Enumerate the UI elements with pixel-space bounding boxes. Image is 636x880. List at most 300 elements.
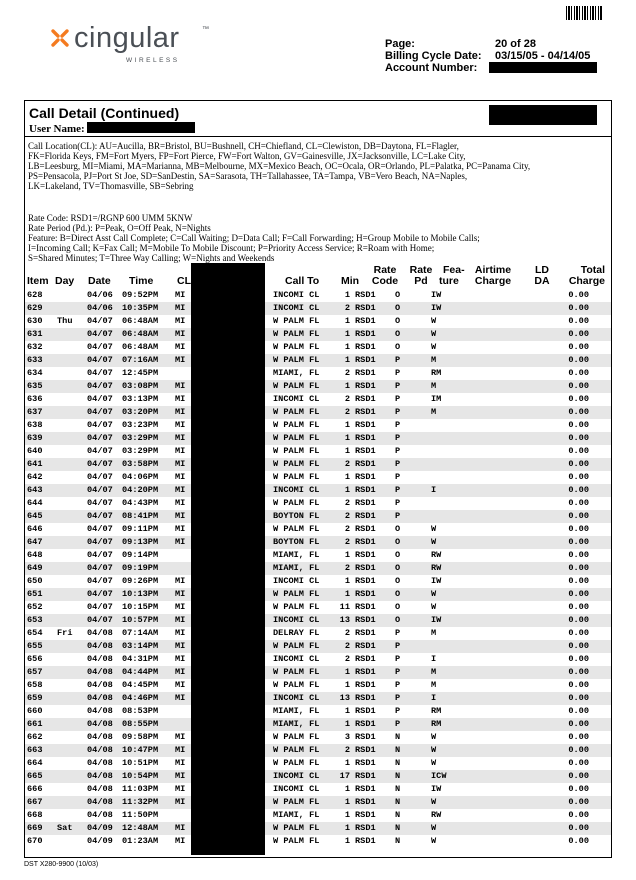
cell-date: 04/07 [87,472,113,482]
cell-time: 09:13PM [122,537,159,547]
cell-total-charge: 0.00 [568,446,589,456]
cell-total-charge: 0.00 [568,485,589,495]
cell-total-charge: 0.00 [568,368,589,378]
cell-rate-code: RSD1 [355,706,376,716]
cell-total-charge: 0.00 [568,433,589,443]
cell-rate-code: RSD1 [355,524,376,534]
cell-time: 10:51PM [122,758,159,768]
cell-min: 1 [344,667,350,677]
cell-rate-code: RSD1 [355,784,376,794]
cell-rate-code: RSD1 [355,550,376,560]
cell-rate-pd: P [395,641,401,651]
cell-time: 03:29PM [122,446,159,456]
table-row [25,328,611,341]
cell-item: 659 [27,693,43,703]
cell-rate-pd: P [395,485,401,495]
cell-cl: MI [175,498,186,508]
cell-feature: W [431,732,437,742]
cell-item: 658 [27,680,43,690]
cell-call-to: BOYTON FL [273,511,320,521]
cell-item: 632 [27,342,43,352]
cell-item: 650 [27,576,43,586]
cell-date: 04/07 [87,550,113,560]
cell-item: 665 [27,771,43,781]
cell-item: 635 [27,381,43,391]
cell-min: 2 [344,524,350,534]
cell-rate-code: RSD1 [355,797,376,807]
cell-rate-pd: P [395,719,401,729]
cell-feature: M [431,381,437,391]
cell-total-charge: 0.00 [568,316,589,326]
cell-date: 04/07 [87,485,113,495]
cell-min: 1 [344,329,350,339]
rate-legend [28,213,606,263]
cell-min: 2 [344,745,350,755]
cell-min: 1 [344,446,350,456]
cell-item: 669 [27,823,43,833]
call-detail-table [25,289,611,848]
table-row [25,536,611,549]
cell-cl: MI [175,446,186,456]
cell-call-to: W PALM FL [273,342,320,352]
cell-item: 661 [27,719,43,729]
col-ld-line2: DA [534,275,550,287]
cell-cl: MI [175,797,186,807]
cell-date: 04/07 [87,524,113,534]
cell-total-charge: 0.00 [568,394,589,404]
cell-feature: RW [431,550,442,560]
header-values [495,38,597,76]
table-row [25,497,611,510]
cell-feature: W [431,524,437,534]
cell-date: 04/07 [87,407,113,417]
cell-item: 653 [27,615,43,625]
cell-call-to: MIAMI, FL [273,563,320,573]
cell-min: 1 [344,758,350,768]
cell-call-to: INCOMI CL [273,394,320,404]
table-row [25,835,611,848]
cell-rate-pd: N [395,771,401,781]
section-title: Call Detail (Continued) [29,105,180,121]
cell-rate-pd: P [395,381,401,391]
table-row [25,614,611,627]
cell-cl: MI [175,771,186,781]
cell-rate-code: RSD1 [355,810,376,820]
table-row [25,341,611,354]
cell-rate-pd: O [395,342,401,352]
cell-feature: W [431,316,437,326]
table-row [25,653,611,666]
col-rate-pd-line1: Rate [409,264,433,276]
cell-rate-pd: N [395,823,401,833]
cell-call-to: W PALM FL [273,329,320,339]
cell-date: 04/07 [87,368,113,378]
cell-item: 644 [27,498,43,508]
cell-feature: RM [431,719,442,729]
cell-time: 03:58PM [122,459,159,469]
cell-rate-code: RSD1 [355,381,376,391]
cell-time: 03:20PM [122,407,159,417]
cell-time: 07:16AM [122,355,159,365]
cell-rate-code: RSD1 [355,407,376,417]
table-row [25,562,611,575]
cell-feature: W [431,342,437,352]
cell-rate-pd: P [395,693,401,703]
cell-total-charge: 0.00 [568,303,589,313]
cell-cl: MI [175,420,186,430]
cell-rate-code: RSD1 [355,667,376,677]
cell-call-to: W PALM FL [273,407,320,417]
cell-cl: MI [175,524,186,534]
cell-rate-pd: O [395,589,401,599]
cell-rate-pd: P [395,498,401,508]
cingular-x-icon [48,26,72,50]
cell-rate-code: RSD1 [355,394,376,404]
cell-cl: MI [175,537,186,547]
cell-min: 3 [344,732,350,742]
table-row [25,757,611,770]
cell-time: 10:57PM [122,615,159,625]
call-detail-panel [24,100,612,858]
cell-call-to: W PALM FL [273,381,320,391]
cell-item: 660 [27,706,43,716]
form-code: DST X280-9900 (10/03) [24,861,99,868]
cell-min: 1 [344,342,350,352]
cell-total-charge: 0.00 [568,407,589,417]
cell-rate-pd: P [395,654,401,664]
cell-rate-pd: O [395,615,401,625]
cell-rate-pd: O [395,576,401,586]
user-name-label: User Name: [29,123,85,135]
cell-min: 2 [344,459,350,469]
cell-cl: MI [175,303,186,313]
rate-line: Rate Period (Pd.): P=Peak, O=Off Peak, N=Nights [28,223,211,233]
cell-rate-code: RSD1 [355,602,376,612]
cell-rate-pd: P [395,628,401,638]
cell-time: 04:31PM [122,654,159,664]
cell-total-charge: 0.00 [568,693,589,703]
cell-date: 04/08 [87,654,113,664]
cell-rate-pd: P [395,706,401,716]
cell-item: 647 [27,537,43,547]
cell-rate-code: RSD1 [355,745,376,755]
cell-rate-pd: O [395,303,401,313]
cell-min: 17 [339,771,350,781]
cell-call-to: MIAMI, FL [273,719,320,729]
cell-feature: IW [431,290,442,300]
cell-cl: MI [175,472,186,482]
page-value: 20 of 28 [495,38,536,50]
cell-time: 06:48AM [122,342,159,352]
cell-cl: MI [175,680,186,690]
table-row [25,770,611,783]
cell-time: 04:06PM [122,472,159,482]
table-row [25,601,611,614]
cell-feature: IW [431,576,442,586]
cell-time: 03:14PM [122,641,159,651]
cell-rate-code: RSD1 [355,485,376,495]
brand-tagline: WIRELESS [126,57,180,64]
cell-call-to: W PALM FL [273,758,320,768]
cell-date: 04/09 [87,836,113,846]
cell-min: 1 [344,485,350,495]
cell-call-to: INCOMI CL [273,654,320,664]
cell-cl: MI [175,511,186,521]
cell-feature: M [431,680,437,690]
cell-time: 09:14PM [122,550,159,560]
cell-min: 11 [339,602,350,612]
cell-rate-code: RSD1 [355,420,376,430]
cell-rate-code: RSD1 [355,615,376,625]
cell-day: Fri [57,628,73,638]
cell-time: 04:45PM [122,680,159,690]
cell-rate-pd: P [395,433,401,443]
table-row [25,406,611,419]
cell-rate-pd: O [395,316,401,326]
cell-date: 04/07 [87,381,113,391]
cell-feature: RM [431,706,442,716]
cell-call-to: W PALM FL [273,459,320,469]
cell-rate-code: RSD1 [355,693,376,703]
table-row [25,484,611,497]
cell-item: 654 [27,628,43,638]
cell-time: 10:35PM [122,303,159,313]
cell-min: 1 [344,810,350,820]
cell-total-charge: 0.00 [568,381,589,391]
cell-min: 2 [344,563,350,573]
cell-total-charge: 0.00 [568,667,589,677]
cell-day: Thu [57,316,73,326]
cell-cl: MI [175,615,186,625]
cell-time: 11:03PM [122,784,159,794]
cell-total-charge: 0.00 [568,745,589,755]
cell-time: 03:29PM [122,433,159,443]
table-row [25,822,611,835]
table-row [25,393,611,406]
user-name-row [29,122,195,135]
number-called-redaction [191,263,265,855]
cell-feature: IM [431,394,442,404]
cell-rate-pd: P [395,472,401,482]
cell-total-charge: 0.00 [568,420,589,430]
cell-feature: ICW [431,771,447,781]
cell-min: 13 [339,615,350,625]
cell-time: 03:13PM [122,394,159,404]
cell-rate-pd: P [395,394,401,404]
cell-rate-code: RSD1 [355,732,376,742]
cell-feature: W [431,758,437,768]
cell-rate-code: RSD1 [355,498,376,508]
cell-cl: MI [175,784,186,794]
cell-rate-code: RSD1 [355,771,376,781]
col-total-line2: Charge [568,275,605,287]
cell-min: 2 [344,394,350,404]
cell-date: 04/08 [87,667,113,677]
cell-call-to: INCOMI CL [273,303,320,313]
cell-call-to: W PALM FL [273,498,320,508]
cell-rate-code: RSD1 [355,654,376,664]
cell-rate-pd: N [395,836,401,846]
cell-feature: W [431,537,437,547]
cell-rate-pd: P [395,459,401,469]
cell-date: 04/07 [87,446,113,456]
cell-min: 2 [344,628,350,638]
cell-call-to: W PALM FL [273,667,320,677]
cell-total-charge: 0.00 [568,654,589,664]
table-row [25,354,611,367]
cell-date: 04/08 [87,797,113,807]
cell-time: 10:15PM [122,602,159,612]
cell-rate-pd: P [395,420,401,430]
cell-date: 04/08 [87,628,113,638]
cell-rate-code: RSD1 [355,628,376,638]
cell-cl: MI [175,758,186,768]
cell-call-to: INCOMI CL [273,576,320,586]
cell-feature: W [431,589,437,599]
cell-total-charge: 0.00 [568,784,589,794]
cell-total-charge: 0.00 [568,329,589,339]
cell-call-to: INCOMI CL [273,693,320,703]
cell-item: 629 [27,303,43,313]
cell-date: 04/08 [87,641,113,651]
col-feature-line2: ture [439,275,459,287]
cell-min: 2 [344,537,350,547]
cell-cl: MI [175,433,186,443]
cell-date: 04/08 [87,745,113,755]
cell-date: 04/08 [87,784,113,794]
cell-time: 08:55PM [122,719,159,729]
cell-rate-code: RSD1 [355,316,376,326]
table-row [25,575,611,588]
cell-call-to: BOYTON FL [273,537,320,547]
cell-total-charge: 0.00 [568,602,589,612]
cell-total-charge: 0.00 [568,524,589,534]
cell-total-charge: 0.00 [568,355,589,365]
col-total-line1: Total [580,264,605,276]
cell-date: 04/07 [87,355,113,365]
cell-feature: I [431,654,437,664]
cell-item: 657 [27,667,43,677]
table-row [25,679,611,692]
cell-rate-pd: O [395,537,401,547]
cell-date: 04/08 [87,771,113,781]
cell-call-to: W PALM FL [273,602,320,612]
cell-rate-pd: P [395,407,401,417]
col-rate-code-line2: Code [371,275,399,287]
cell-date: 04/07 [87,511,113,521]
cell-date: 04/07 [87,342,113,352]
cell-total-charge: 0.00 [568,810,589,820]
cell-call-to: W PALM FL [273,420,320,430]
brand-name: cingular [74,22,180,54]
col-airtime-line2: Charge [474,275,512,287]
cell-call-to: W PALM FL [273,680,320,690]
cell-date: 04/07 [87,420,113,430]
cell-total-charge: 0.00 [568,823,589,833]
cell-min: 2 [344,511,350,521]
table-row [25,471,611,484]
col-rate-pd-line2: Pd [414,275,428,287]
cell-call-to: MIAMI, FL [273,550,320,560]
cell-min: 2 [344,368,350,378]
cell-date: 04/08 [87,719,113,729]
cell-rate-code: RSD1 [355,758,376,768]
cell-rate-pd: O [395,563,401,573]
cell-rate-pd: N [395,797,401,807]
table-row [25,744,611,757]
cell-cl: MI [175,628,186,638]
cell-call-to: W PALM FL [273,823,320,833]
cell-feature: RW [431,810,442,820]
cell-feature: W [431,823,437,833]
cell-call-to: W PALM FL [273,745,320,755]
cell-total-charge: 0.00 [568,511,589,521]
cell-cl: MI [175,485,186,495]
table-row [25,692,611,705]
rate-line: S=Shared Minutes; T=Three Way Calling; W=Nights and Weekends [28,253,275,263]
cell-cl: MI [175,745,186,755]
cell-min: 1 [344,550,350,560]
cell-call-to: W PALM FL [273,589,320,599]
cell-total-charge: 0.00 [568,615,589,625]
call-detail-header [25,101,611,137]
billing-cycle-label: Billing Cycle Date: [385,50,482,62]
col-date: Date [88,275,111,287]
cell-call-to: DELRAY FL [273,628,320,638]
table-row [25,796,611,809]
cell-item: 651 [27,589,43,599]
cell-rate-code: RSD1 [355,472,376,482]
cell-rate-pd: P [395,368,401,378]
brand-trademark: ™ [202,26,209,33]
cell-time: 03:23PM [122,420,159,430]
cell-date: 04/08 [87,693,113,703]
page-label: Page: [385,38,415,50]
cell-item: 652 [27,602,43,612]
cell-time: 09:58PM [122,732,159,742]
cell-rate-code: RSD1 [355,576,376,586]
cell-rate-code: RSD1 [355,368,376,378]
cell-date: 04/09 [87,823,113,833]
cell-item: 628 [27,290,43,300]
cell-cl: MI [175,667,186,677]
cell-total-charge: 0.00 [568,836,589,846]
table-row [25,510,611,523]
cell-cl: MI [175,329,186,339]
cell-rate-code: RSD1 [355,823,376,833]
cell-time: 12:48AM [122,823,159,833]
cell-item: 664 [27,758,43,768]
cell-rate-pd: O [395,524,401,534]
cell-min: 1 [344,797,350,807]
cell-min: 1 [344,589,350,599]
cell-call-to: W PALM FL [273,836,320,846]
cell-min: 2 [344,498,350,508]
cell-rate-code: RSD1 [355,641,376,651]
cell-rate-pd: O [395,602,401,612]
cell-item: 631 [27,329,43,339]
table-row [25,458,611,471]
cell-call-to: W PALM FL [273,472,320,482]
cell-total-charge: 0.00 [568,771,589,781]
cell-feature: W [431,745,437,755]
cell-rate-code: RSD1 [355,719,376,729]
cell-feature: W [431,329,437,339]
cell-item: 640 [27,446,43,456]
cell-call-to: W PALM FL [273,641,320,651]
cell-rate-pd: O [395,550,401,560]
cell-total-charge: 0.00 [568,797,589,807]
